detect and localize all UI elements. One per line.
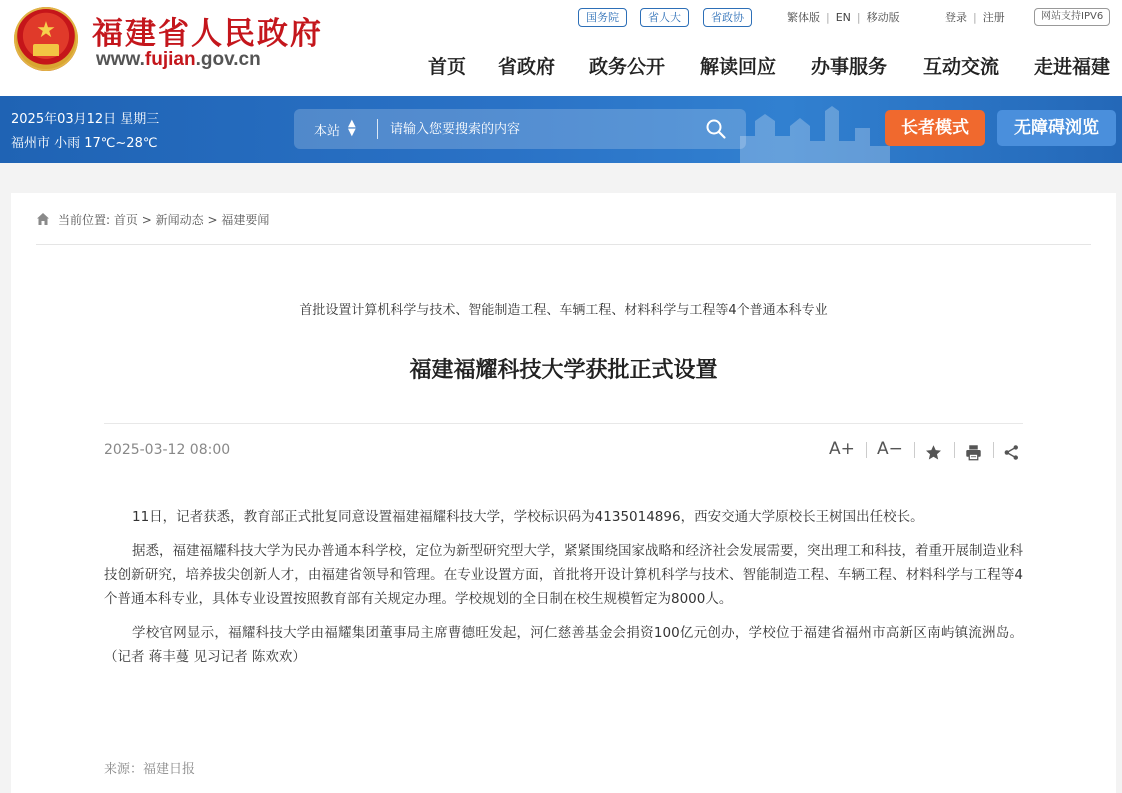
divider: [104, 423, 1023, 424]
mobile-link[interactable]: 移动版: [866, 11, 900, 24]
site-url: www.fujian.gov.cn: [96, 49, 261, 70]
article-paragraph: 11日，记者获悉，教育部正式批复同意设置福建福耀科技大学，学校标识码为4135014896，西安交通大学原校长王树国出任校长。: [132, 509, 924, 525]
article-source: 来源：福建日报: [104, 762, 196, 777]
share-icon[interactable]: [1003, 444, 1020, 461]
article-paragraph: 据悉，福建福耀科技大学为民办普通本科学校，定位为新型研究型大学，紧紧围绕国家战略和经济社会发展需要，突出理工和科技，着重开展制造业科技创新研究，培养拔尖创新人才，由福建省领导和管理。在专业设置方面，首批将开设计算机科学与技术、智能制造工程、车辆工程、材料科学与工程等4个普通本科专业，具体专业设置按照教育部有关规定办理。学校规划的全日制在校生规模暂定为8000人。: [104, 543, 1023, 607]
sort-arrows-icon[interactable]: ▲ ▼: [348, 118, 356, 138]
breadcrumb-news[interactable]: 新闻动态: [155, 213, 204, 227]
register-link[interactable]: 注册: [982, 11, 1005, 24]
site-header: [0, 0, 1122, 96]
site-title[interactable]: 福建省人民政府: [92, 16, 323, 52]
breadcrumb-fujian-news[interactable]: 福建要闻: [221, 213, 270, 227]
nav-open-affairs[interactable]: 政务公开: [589, 56, 666, 78]
english-link[interactable]: EN: [835, 11, 851, 24]
national-emblem-logo[interactable]: [14, 7, 78, 71]
weather-info: 福州市 小雨 17℃~28℃: [11, 136, 158, 151]
star-icon: ★: [36, 18, 56, 43]
nav-government[interactable]: 省政府: [498, 56, 556, 78]
login-link[interactable]: 登录: [945, 11, 967, 24]
breadcrumb-label: 当前位置:: [58, 213, 111, 227]
home-icon: [36, 212, 50, 226]
publish-datetime: 2025-03-12 08:00: [104, 442, 231, 458]
current-date: 2025年03月12日 星期三: [11, 112, 160, 127]
article-body: [104, 505, 1023, 679]
print-icon[interactable]: [965, 444, 982, 461]
elder-mode-button[interactable]: 长者模式: [885, 110, 985, 146]
nav-interaction[interactable]: 互动交流: [923, 56, 1000, 78]
accessible-browse-button[interactable]: 无障碍浏览: [997, 110, 1116, 146]
ipv6-badge: 网站支持IPV6: [1034, 8, 1110, 26]
font-decrease-button[interactable]: A−: [877, 439, 903, 459]
quick-link-cppcc[interactable]: 省政协: [703, 8, 752, 27]
search-input[interactable]: [390, 117, 690, 141]
article-title: 福建福耀科技大学获批正式设置: [409, 358, 718, 383]
favorite-star-icon[interactable]: [925, 444, 942, 461]
account-links: 登录 | 注册: [945, 11, 1005, 24]
breadcrumb-home[interactable]: 首页: [113, 213, 138, 227]
article-subtitle: 首批设置计算机科学与技术、智能制造工程、车辆工程、材料科学与工程等4个普通本科专业: [299, 303, 828, 318]
quick-link-state-council[interactable]: 国务院: [578, 8, 627, 27]
article-card: 当前位置: 首页 > 新闻动态 > 福建要闻 首批设置计算机科学与技术、智能制造工程、车辆工程、材料科学与工程等4个普通本科专业 福建福耀科技大学获批正式设置 2025-03-12 08:00 A+ A− 11日，记者获悉，教育部正式批复同意设置福建福耀科技大学，学校标识码为4135014896，西安交通大学原校长王树国出任校长。 据悉，福建福耀科技大学为民办普通本科学校，定位为新型研究型大学，紧紧围绕国家战略和经济社会发展需要，突出理工和科技，着重开展制造业科技创新研究，培养拔尖创新人才，由福建省领导和管理。在专业设置方面，首批将开设计算机科学与技术、智能制造工程、车辆工程、材料科学与工程等4个普通本科专业，具体专业设置按照教育部有关规定办理。学校规划的全日制在校生规模暂定为8000人。 学校官网显示，福耀科技大学由福耀集团董事局主席曹德旺发起，河仁慈善基金会捐资100亿元创办，学校位于福建省福州市高新区南屿镇流洲岛。（记者 蒋丰蔓 见习记者 陈欢欢） 来源：福建日报: [11, 193, 1116, 793]
language-links: 繁体版 | EN | 移动版: [787, 11, 900, 24]
article-paragraph: 学校官网显示，福耀科技大学由福耀集团董事局主席曹德旺发起，河仁慈善基金会捐资100亿元创办，学校位于福建省福州市高新区南屿镇流洲岛。（记者 蒋丰蔓 见习记者 陈欢欢）: [104, 625, 1023, 665]
font-increase-button[interactable]: A+: [829, 439, 855, 459]
nav-home[interactable]: 首页: [428, 56, 467, 78]
search-icon[interactable]: [705, 118, 727, 140]
nav-interpretation[interactable]: 解读回应: [700, 56, 777, 78]
info-bar: [0, 96, 1122, 163]
skyline-decoration: [740, 96, 890, 163]
search-box: [294, 109, 746, 149]
traditional-chinese-link[interactable]: 繁体版: [787, 11, 820, 24]
quick-link-provincial-congress[interactable]: 省人大: [640, 8, 689, 27]
nav-about-fujian[interactable]: 走进福建: [1034, 56, 1111, 78]
nav-services[interactable]: 办事服务: [811, 56, 888, 78]
divider: [36, 244, 1091, 245]
search-scope-select[interactable]: 本站: [314, 124, 341, 139]
